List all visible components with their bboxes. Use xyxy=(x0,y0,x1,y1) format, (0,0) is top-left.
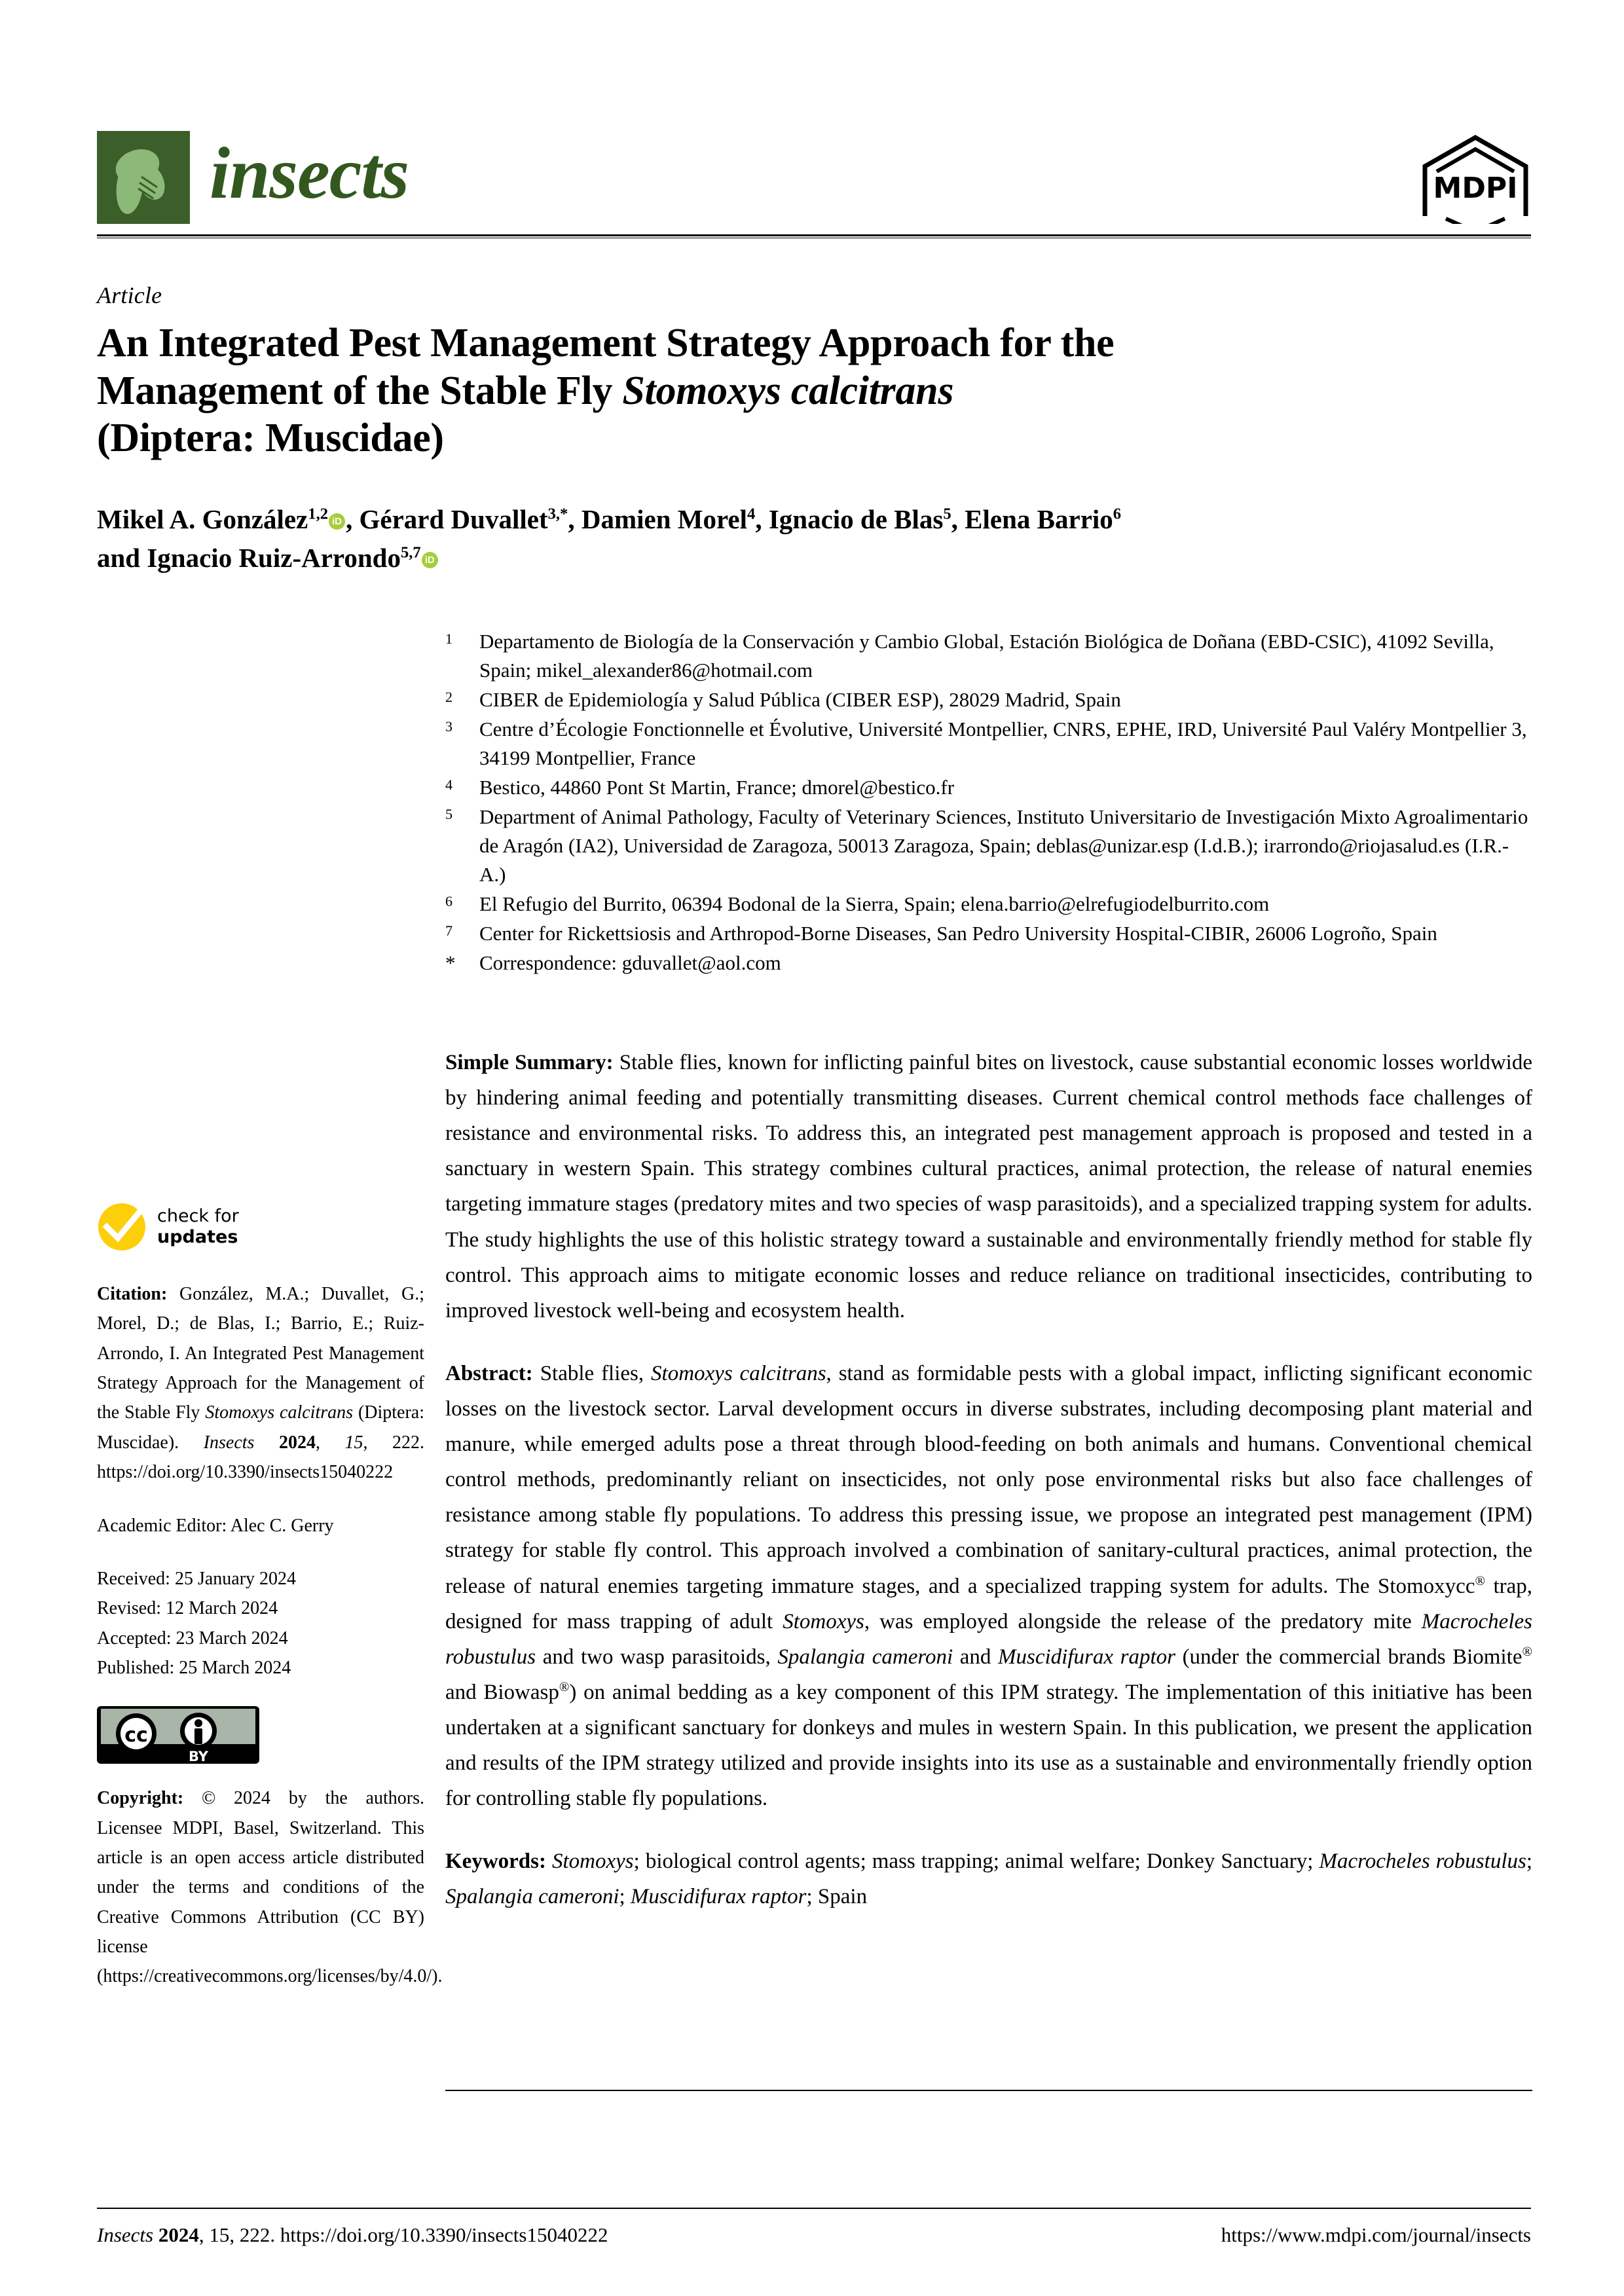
title-line-3: (Diptera: Muscidae) xyxy=(97,416,444,461)
abstract-species-2: Stomoxys xyxy=(783,1609,864,1633)
author-affil-sup: 1,2 xyxy=(308,505,329,523)
author-name: and Ignacio Ruiz-Arrondo xyxy=(97,543,401,574)
simple-summary-body: Stable flies, known for inflicting painful bites on livestock, cause substantial economic losses worldwide by hindering animal feeding and potentially transmitting diseases. Current chemical control methods face challenges of resistance and environmental risks. To address this, an integrated pest management approach is proposed and tested in a sanctuary in western Spain. This strategy combines cultural practices, animal protection, the release of natural enemies targeting immature stages (predatory mites and two species of wasp parasitoids), and a specialized trapping system for adults. The study highlights the use of this holistic strategy toward a sustainable and environmentally friendly method for stable fly control. This approach aims to mitigate economic losses and reduce reliance on traditional insecticides, contributing to improved livestock well-being and ecosystem health. xyxy=(445,1051,1532,1322)
correspondence-item xyxy=(445,949,1532,977)
check-updates-line-2: updates xyxy=(157,1227,238,1247)
affiliation-item xyxy=(445,803,1532,889)
abstract-text: and xyxy=(953,1645,999,1669)
footer-journal-name: Insects xyxy=(97,2223,154,2246)
abstract-text: , was employed alongside the release of the predatory mite xyxy=(864,1609,1422,1633)
copyright-label: Copyright: xyxy=(97,1788,184,1809)
orcid-icon[interactable]: iD xyxy=(329,513,345,530)
citation-year: 2024 xyxy=(254,1432,316,1453)
affiliation-number: 2 xyxy=(445,689,452,706)
affiliation-item xyxy=(445,627,1532,685)
simple-summary-paragraph xyxy=(445,1045,1532,1328)
title-line-2-plain: Management of the Stable Fly xyxy=(97,368,623,413)
affiliation-number: 6 xyxy=(445,893,452,910)
author-sep: , xyxy=(568,504,581,534)
journal-name: insects xyxy=(210,133,409,214)
keyword-item: Muscidifurax raptor xyxy=(630,1885,807,1909)
orcid-icon[interactable]: iD xyxy=(422,552,438,568)
abstract-text: Stable flies, xyxy=(532,1361,652,1385)
citation-text: (Diptera: Muscidae). xyxy=(97,1402,425,1453)
keywords-label: Keywords: xyxy=(445,1850,546,1874)
checkmark-icon xyxy=(97,1202,147,1252)
affiliation-text: El Refugio del Burrito, 06394 Bodonal de la Sierra, Spain; elena.barrio@elrefugiodelburrito.com xyxy=(479,892,1270,916)
abstract-text: , stand as formidable pests with a global impact, inflicting significant economic losses on the livestock sector. Larval development occurs in diverse substrates, including decomposing plant material and manure, while emerged adults pose a threat through blood-feeding on both animals and humans. Conventional chemical control methods, predominantly reliant on insecticides, not only pose environmental risks but also face challenges of resistance among stable fly populations. To address this pressing issue, we propose an integrated pest management (IPM) strategy for stable fly control. This approach involved a combination of sanitary-cultural practices, animal protection, the release of natural enemies targeting immature stages, and a specialized trapping system for adults. The Stomoxycc xyxy=(445,1361,1532,1598)
keywords-text: ; xyxy=(1526,1850,1532,1874)
affiliation-text: Department of Animal Pathology, Faculty of Veterinary Sciences, Instituto Universitario de Investigación Mixto Agroalimentario de Aragón (IA2), Universidad de Zaragoza, 50013 Zaragoza, Spain; deblas@unizar.esp (I.d.B.); irarrondo@riojasalud.es (I.R.-A.) xyxy=(479,805,1528,886)
citation-pages: , 222. xyxy=(363,1432,425,1453)
keyword-item: Macrocheles robustulus xyxy=(1319,1850,1526,1874)
copyright-text: © 2024 by the authors. Licensee MDPI, Basel, Switzerland. This article is an open access article distributed under the terms and conditions of the Creative Commons Attribution (CC BY) license (https://creativecommons.org/licenses/by/4.0/). xyxy=(97,1788,443,1987)
author-name: Gérard Duvallet xyxy=(359,504,548,534)
abstract-species-1: Stomoxys calcitrans xyxy=(651,1361,826,1385)
affiliation-item xyxy=(445,919,1532,948)
correspondence-text: Correspondence: gduvallet@aol.com xyxy=(479,951,781,975)
affiliation-number: 3 xyxy=(445,718,452,735)
affiliations-block xyxy=(445,627,1532,978)
svg-text:MDPI: MDPI xyxy=(1433,172,1518,205)
keyword-item: Spalangia cameroni xyxy=(445,1885,619,1909)
page-title xyxy=(97,319,1433,462)
affiliation-item xyxy=(445,685,1532,714)
main-content-column xyxy=(445,1045,1532,1915)
keywords-paragraph xyxy=(445,1844,1532,1914)
date-published: Published: 25 March 2024 xyxy=(97,1657,291,1678)
affiliation-text: Centre d’Écologie Fonctionnelle et Évolutive, Université Montpellier, CNRS, EPHE, IRD, Université Paul Valéry Montpellier 3, 34199 Montpellier, France xyxy=(479,718,1527,770)
abstract-species-5: Muscidifurax raptor xyxy=(998,1645,1175,1669)
abstract-species-3: Macrocheles robustulus xyxy=(445,1609,1532,1669)
abstract-text: (under the commercial brands Biomite xyxy=(1175,1645,1522,1669)
keyword-item: Stomoxys xyxy=(552,1850,634,1874)
svg-text:BY: BY xyxy=(188,1749,209,1764)
simple-summary-label: Simple Summary: xyxy=(445,1051,614,1074)
check-for-updates-badge[interactable] xyxy=(97,1202,424,1252)
abstract-text: trap, designed for mass trapping of adult xyxy=(445,1574,1532,1633)
footer-divider xyxy=(97,2208,1531,2209)
affiliation-text: CIBER de Epidemiología y Salud Pública (CIBER ESP), 28029 Madrid, Spain xyxy=(479,688,1121,712)
citation-doi-link[interactable]: https://doi.org/10.3390/insects15040222 xyxy=(97,1462,394,1483)
citation-text: González, M.A.; Duvallet, G.; Morel, D.; de Blas, I.; Barrio, E.; Ruiz-Arrondo, I. An Integrated Pest Management Strategy Approach for the Management of the Stable Fly xyxy=(97,1284,424,1423)
registered-mark-icon: ® xyxy=(1522,1644,1532,1659)
author-affil-sup: 6 xyxy=(1113,505,1122,523)
author-name: Mikel A. González xyxy=(97,504,308,534)
journal-header xyxy=(97,131,1531,236)
insects-fly-icon xyxy=(97,131,190,224)
author-affil-sup: 5 xyxy=(943,505,951,523)
affiliation-number: 5 xyxy=(445,806,452,823)
registered-mark-icon: ® xyxy=(1475,1573,1486,1588)
affiliation-number: 7 xyxy=(445,922,452,939)
citation-species: Stomoxys calcitrans xyxy=(205,1402,354,1423)
title-line-1: An Integrated Pest Management Strategy Approach for the xyxy=(97,321,1115,365)
date-accepted: Accepted: 23 March 2024 xyxy=(97,1628,288,1649)
author-sep: , xyxy=(755,504,769,534)
author-sep: , xyxy=(951,504,965,534)
author-name: Damien Morel xyxy=(581,504,748,534)
keywords-text xyxy=(546,1850,552,1873)
copyright-block xyxy=(97,1783,443,1992)
keywords-text: ; xyxy=(619,1885,631,1909)
author-name: Elena Barrio xyxy=(965,504,1113,534)
author-affil-sup: 3,* xyxy=(547,505,568,523)
correspondence-marker: * xyxy=(445,951,456,975)
abstract-paragraph xyxy=(445,1356,1532,1816)
affiliation-text: Center for Rickettsiosis and Arthropod-Borne Diseases, San Pedro University Hospital-CIBIR, 26006 Logroño, Spain xyxy=(479,922,1437,945)
academic-editor-block xyxy=(97,1511,424,1540)
date-received: Received: 25 January 2024 xyxy=(97,1568,297,1589)
publication-dates-block xyxy=(97,1564,424,1683)
registered-mark-icon: ® xyxy=(559,1679,570,1694)
citation-label: Citation: xyxy=(97,1284,168,1304)
date-revised: Revised: 12 March 2024 xyxy=(97,1598,278,1619)
abstract-species-4: Spalangia cameroni xyxy=(777,1645,953,1669)
header-divider xyxy=(97,234,1531,238)
author-affil-sup: 4 xyxy=(747,505,756,523)
check-for-updates-text xyxy=(157,1206,239,1248)
abstract-bottom-divider xyxy=(445,2090,1532,2091)
affiliation-text: Bestico, 44860 Pont St Martin, France; dmorel@bestico.fr xyxy=(479,776,955,799)
citation-block xyxy=(97,1279,424,1487)
affiliation-item xyxy=(445,715,1532,773)
journal-logo xyxy=(97,131,409,224)
author-name: Ignacio de Blas xyxy=(768,504,944,534)
citation-journal: Insects xyxy=(203,1432,255,1453)
keywords-text: ; biological control agents; mass trapping; animal welfare; Donkey Sanctuary; xyxy=(633,1850,1320,1874)
affiliation-text: Departamento de Biología de la Conservación y Cambio Global, Estación Biológica de Doñana (EBD-CSIC), 41092 Sevilla, Spain; mikel_alexander86@hotmail.com xyxy=(479,630,1494,682)
author-sep: , xyxy=(346,504,360,534)
footer-journal-url[interactable]: https://www.mdpi.com/journal/insects xyxy=(1221,2223,1531,2246)
academic-editor-name: Alec C. Gerry xyxy=(227,1515,334,1536)
abstract-text: and two wasp parasitoids, xyxy=(536,1645,778,1669)
author-affil-sup: 5,7 xyxy=(400,543,421,562)
page-footer xyxy=(97,2223,1531,2247)
keywords-text: ; Spain xyxy=(806,1885,868,1909)
affiliation-number: 1 xyxy=(445,630,452,647)
footer-citation xyxy=(97,2223,608,2247)
author-list xyxy=(97,500,1459,578)
title-species-name: Stomoxys calcitrans xyxy=(622,368,954,413)
check-updates-line-1: check for xyxy=(157,1206,239,1227)
academic-editor-label: Academic Editor: xyxy=(97,1515,227,1536)
abstract-text: ) on animal bedding as a key component of this IPM strategy. The implementation of this initiative has been undertaken at a significant sanctuary for donkeys and mules in western Spain. In this publication, we present the application and results of the IPM strategy utilized and provide insights into its use as a sustainable and environmentally friendly option for controlling stable fly populations. xyxy=(445,1680,1532,1811)
citation-volume: , 15 xyxy=(315,1432,363,1453)
creative-commons-by-icon[interactable] xyxy=(97,1706,259,1764)
affiliation-item xyxy=(445,890,1532,919)
svg-text:cc: cc xyxy=(124,1724,148,1747)
mdpi-logo-icon xyxy=(1420,132,1531,224)
affiliation-number: 4 xyxy=(445,776,452,793)
footer-year: 2024 xyxy=(153,2223,199,2246)
abstract-text: and Biowasp xyxy=(445,1680,559,1704)
metadata-sidebar xyxy=(97,1202,443,2015)
abstract-label: Abstract: xyxy=(445,1361,533,1385)
footer-citation-rest: , 15, 222. https://doi.org/10.3390/insects15040222 xyxy=(198,2223,608,2246)
article-type-label: Article xyxy=(97,282,162,308)
affiliation-item xyxy=(445,773,1532,802)
